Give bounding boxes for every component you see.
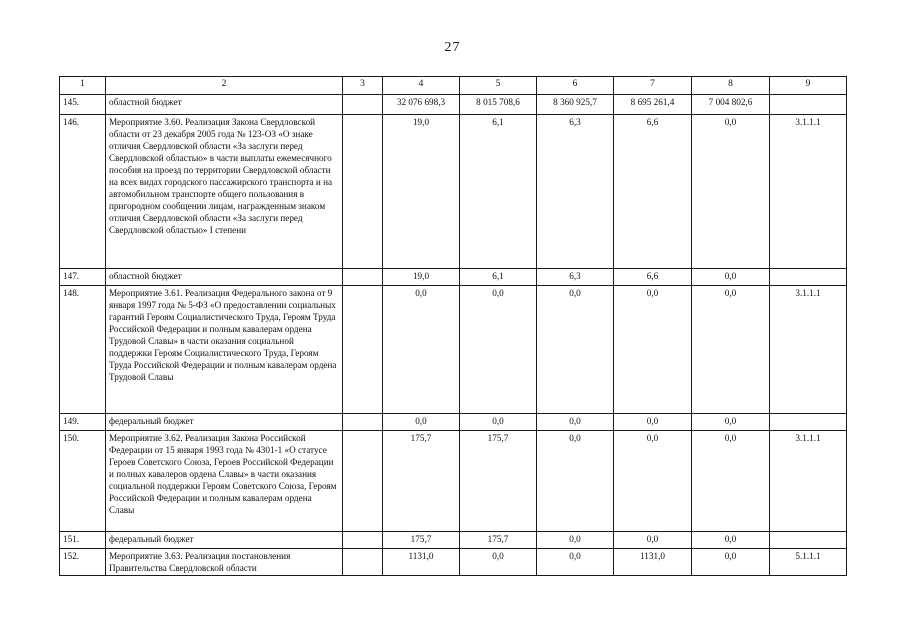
header-cell: 9 (770, 77, 847, 95)
cell-col4: 175,7 (383, 532, 460, 549)
cell-col7: 0,0 (614, 532, 692, 549)
cell-col8: 0,0 (692, 532, 770, 549)
cell-col9: 5.1.1.1 (770, 549, 847, 576)
header-cell: 5 (460, 77, 537, 95)
cell-col5: 0,0 (460, 414, 537, 431)
cell-col4: 0,0 (383, 414, 460, 431)
cell-col6: 0,0 (537, 549, 614, 576)
cell-col7: 1131,0 (614, 549, 692, 576)
cell-col9 (770, 414, 847, 431)
table-row (60, 286, 847, 414)
row-number: 148. (60, 286, 106, 414)
cell-col4: 19,0 (383, 269, 460, 286)
header-cell: 3 (343, 77, 383, 95)
cell-col7: 0,0 (614, 431, 692, 532)
cell-col8: 0,0 (692, 431, 770, 532)
row-description: Мероприятие 3.63. Реализация постановления Правительства Свердловской области (106, 549, 343, 576)
cell-col8: 0,0 (692, 414, 770, 431)
table-row (60, 532, 847, 549)
cell-col8: 0,0 (692, 549, 770, 576)
table-row (60, 269, 847, 286)
cell-col5: 0,0 (460, 286, 537, 414)
page-number: 27 (444, 40, 461, 55)
cell-col7: 0,0 (614, 286, 692, 414)
cell-col7: 8 695 261,4 (614, 95, 692, 115)
cell-col3 (343, 269, 383, 286)
cell-col8: 0,0 (692, 115, 770, 269)
header-cell: 7 (614, 77, 692, 95)
cell-col8: 0,0 (692, 269, 770, 286)
row-number: 151. (60, 532, 106, 549)
cell-col9: 3.1.1.1 (770, 431, 847, 532)
table-row (60, 115, 847, 269)
header-cell: 6 (537, 77, 614, 95)
cell-col4: 1131,0 (383, 549, 460, 576)
cell-col5: 6,1 (460, 269, 537, 286)
cell-col7: 6,6 (614, 115, 692, 269)
cell-col5: 175,7 (460, 532, 537, 549)
row-number: 146. (60, 115, 106, 269)
cell-col3 (343, 414, 383, 431)
cell-col5: 175,7 (460, 431, 537, 532)
cell-col9: 3.1.1.1 (770, 286, 847, 414)
cell-col3 (343, 549, 383, 576)
cell-col9 (770, 532, 847, 549)
cell-col6: 0,0 (537, 414, 614, 431)
row-description: Мероприятие 3.60. Реализация Закона Свердловской области от 23 декабря 2005 года № 123-ОЗ «О знаке отличия Свердловской области «За заслуги перед Свердловской областью» в части выплаты ежемесячного пособия на проезд по территории Свердловской области на всех видах городского пассажирского транспорта и на автомобильном транспорте общего пользования в пригородном сообщении лицам, награжденным знаком отличия Свердловской области «За заслуги перед Свердловской областью» I степени (106, 115, 343, 269)
row-number: 147. (60, 269, 106, 286)
row-description: федеральный бюджет (106, 414, 343, 431)
row-description: Мероприятие 3.61. Реализация Федерального закона от 9 января 1997 года № 5-ФЗ «О предоставлении социальных гарантий Героям Социалистического Труда, Героям Труда Российской Федерации и полным кавалерам ордена Трудовой Славы» в части оказания социальной поддержки Героям Социалистического Труда, Героям Труда Российской Федерации и полным кавалерам ордена Трудовой Славы (106, 286, 343, 414)
row-number: 152. (60, 549, 106, 576)
cell-col8: 7 004 802,6 (692, 95, 770, 115)
cell-col3 (343, 286, 383, 414)
cell-col3 (343, 95, 383, 115)
row-number: 145. (60, 95, 106, 115)
header-cell: 2 (106, 77, 343, 95)
cell-col9 (770, 95, 847, 115)
cell-col3 (343, 115, 383, 269)
header-row (60, 77, 847, 95)
row-description: областной бюджет (106, 95, 343, 115)
row-number: 150. (60, 431, 106, 532)
header-cell: 8 (692, 77, 770, 95)
cell-col5: 8 015 708,6 (460, 95, 537, 115)
cell-col6: 0,0 (537, 532, 614, 549)
cell-col9: 3.1.1.1 (770, 115, 847, 269)
cell-col8: 0,0 (692, 286, 770, 414)
budget-table (59, 76, 847, 576)
cell-col5: 6,1 (460, 115, 537, 269)
cell-col3 (343, 431, 383, 532)
cell-col6: 0,0 (537, 286, 614, 414)
table-row (60, 414, 847, 431)
table-row (60, 95, 847, 115)
row-description: областной бюджет (106, 269, 343, 286)
table-row (60, 549, 847, 576)
cell-col7: 6,6 (614, 269, 692, 286)
row-description: федеральный бюджет (106, 532, 343, 549)
cell-col7: 0,0 (614, 414, 692, 431)
header-cell: 1 (60, 77, 106, 95)
cell-col4: 19,0 (383, 115, 460, 269)
cell-col6: 6,3 (537, 115, 614, 269)
cell-col6: 0,0 (537, 431, 614, 532)
cell-col6: 6,3 (537, 269, 614, 286)
header-cell: 4 (383, 77, 460, 95)
cell-col5: 0,0 (460, 549, 537, 576)
row-description: Мероприятие 3.62. Реализация Закона Российской Федерации от 15 января 1993 года № 4301-1 «О статусе Героев Советского Союза, Героев Российской Федерации и полных кавалеров ордена Славы» в части оказания социальной поддержки Героям Советского Союза, Героям Российской Федерации и полным кавалерам ордена Славы (106, 431, 343, 532)
cell-col3 (343, 532, 383, 549)
cell-col6: 8 360 925,7 (537, 95, 614, 115)
table-row (60, 431, 847, 532)
cell-col4: 32 076 698,3 (383, 95, 460, 115)
cell-col9 (770, 269, 847, 286)
cell-col4: 0,0 (383, 286, 460, 414)
cell-col4: 175,7 (383, 431, 460, 532)
row-number: 149. (60, 414, 106, 431)
